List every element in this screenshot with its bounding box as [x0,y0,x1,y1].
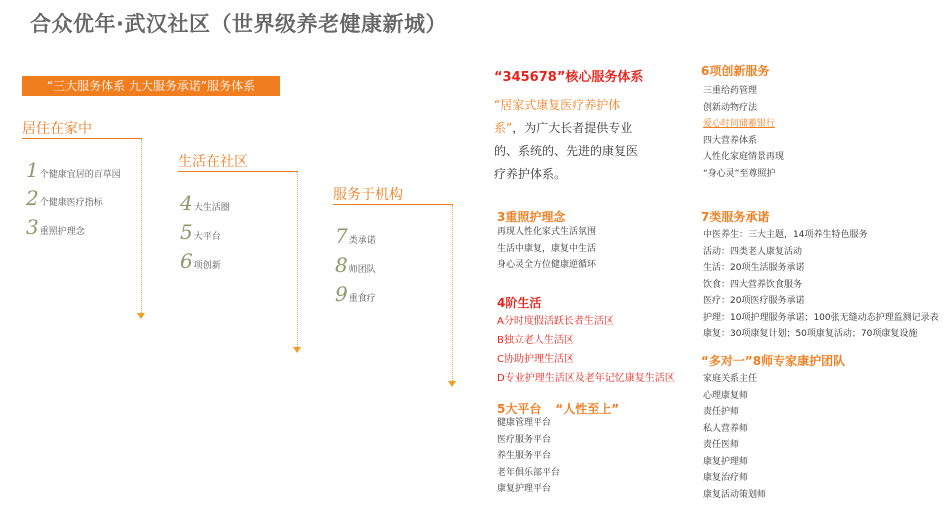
column-connector [297,172,298,347]
section-title-6: 6项创新服务 [701,64,770,78]
section-list-3 [497,224,596,274]
section-list-6 [703,83,784,182]
list-item: 4大生活圈 [180,191,230,215]
list-item: 康复护理师 [703,456,749,467]
down-arrow-icon [137,313,145,319]
list-item: 饮食：四大营养饮食服务 [703,279,803,290]
list-item: 1个健康宜居的百草园 [26,158,121,182]
list-item: 生活中康复，康复中生活 [497,243,597,254]
core-system-title: “345678”核心服务体系 [494,70,644,85]
list-item: 康复护理平台 [497,484,552,494]
column-connector [141,139,142,313]
list-item: 8师团队 [335,253,376,277]
list-item: 医疗服务平台 [497,434,552,445]
list-item: 中医养生：三大主题，14项养生特色服务 [703,230,868,240]
section-title-7: 7类服务承诺 [701,210,770,224]
section-list-5 [497,415,560,498]
column-divider [333,204,453,205]
list-item: 心理康复师 [703,390,749,401]
column-heading-community: 生活在社区 [178,154,248,170]
list-item: 创新动物疗法 [703,102,758,113]
column-connector [452,205,453,381]
list-item: B独立老人生活区 [497,335,574,346]
section-list-4 [497,312,675,388]
list-item: 9重食疗 [335,282,376,306]
list-item: “身心灵”至尊照护 [703,168,776,179]
list-item: A分时度假活跃长者生活区 [497,316,614,327]
list-item: 康复治疗师 [703,473,749,483]
list-item: 人性化家庭情景再现 [703,152,785,162]
list-item: D专业护理生活区及老年记忆康复生活区 [497,373,675,384]
list-item: 身心灵全方位健康逆循环 [497,260,597,270]
section-title-4: 4阶生活 [497,296,542,310]
column-divider [178,171,298,172]
core-system-description: “居家式康复医疗养护体系”，为广大长者提供专业的、系统的、先进的康复医疗养护体系。 [494,98,639,181]
down-arrow-icon [293,347,301,353]
section-title-3: 3重照护理念 [497,210,566,224]
list-item: 三重给药管理 [703,86,758,96]
section-title-8: “多对一”8师专家康护团队 [701,354,846,368]
list-item: 责任医师 [703,440,740,450]
list-item: 医疗：20项医疗服务承诺 [703,296,805,306]
list-item: 私人营养师 [703,423,749,434]
list-item: 2个健康医疗指标 [26,186,103,210]
section-list-7 [703,227,939,343]
list-item: 老年俱乐部平台 [497,467,561,478]
list-item: 责任护师 [703,407,740,417]
list-item: 健康管理平台 [497,418,552,428]
list-item: 康复活动策划师 [703,489,767,500]
section-list-8 [703,371,766,503]
down-arrow-icon [448,381,456,387]
column-heading-institution: 服务于机构 [333,187,403,203]
list-item: 6项创新 [180,249,221,273]
list-item: 四大营养体系 [703,135,758,146]
list-item: 养生服务平台 [497,451,552,461]
list-item: 康复：30项康复计划；50项康复活动；70项康复设施 [703,329,918,339]
list-item: 5大平台 [180,220,221,244]
list-item: 家庭关系主任 [703,374,758,384]
list-item-link[interactable]: 爱心时间储蓄银行 [703,119,776,129]
list-item: 活动：四类老人康复活动 [703,246,803,257]
section-title-5: 5大平台 “人性至上” [497,402,620,416]
list-item: 生活：20项生活服务承诺 [703,263,805,273]
list-item: 护理：10项护理服务承诺；100张无缝动态护理监测记录表 [703,312,939,323]
service-system-banner: “三大服务体系 九大服务承诺”服务体系 [22,76,280,96]
list-item: C协助护理生活区 [497,354,574,365]
list-item: 7类承诺 [335,224,376,248]
page-title: 合众优年·武汉社区（世界级养老健康新城） [30,12,447,36]
column-heading-home: 居住在家中 [22,121,92,137]
list-item: 再现人性化家式生活氛围 [497,227,597,237]
list-item: 3重照护理念 [26,215,85,239]
column-divider [22,138,142,139]
